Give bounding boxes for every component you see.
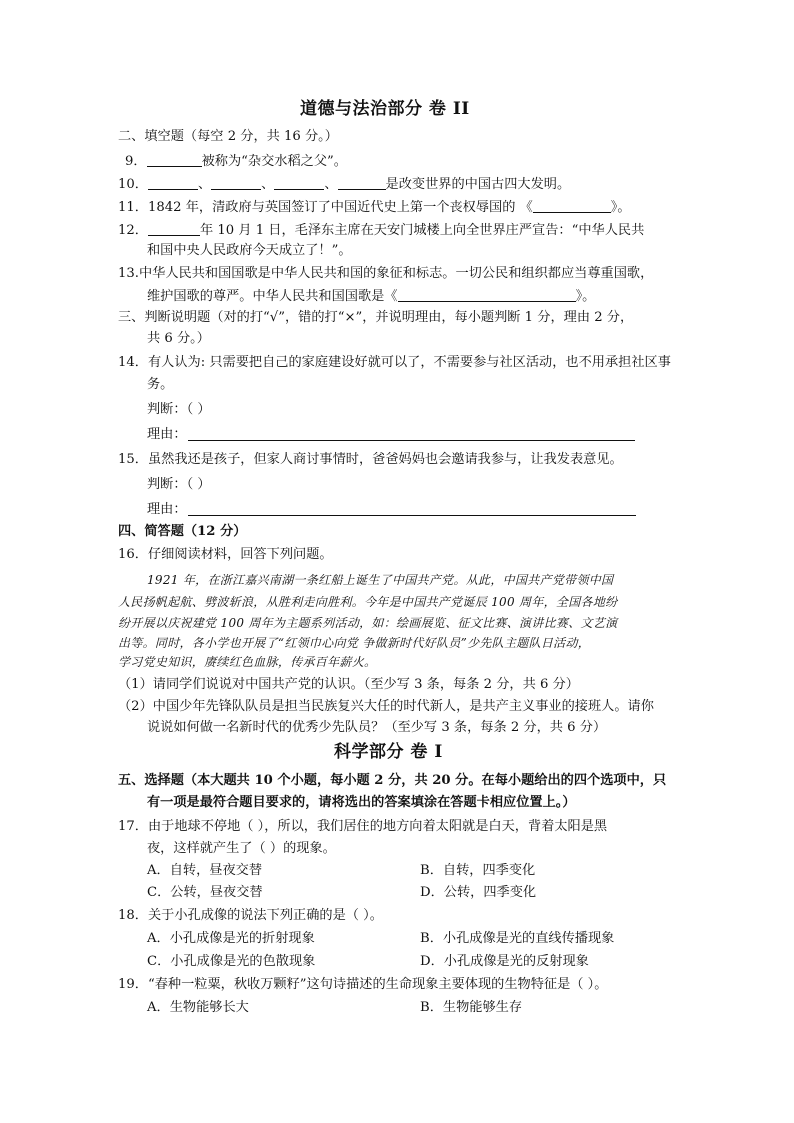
sec2-heading: 二、填空题（每空 2 分，共 16 分。） bbox=[118, 129, 338, 144]
q17-line1: 17．由于地球不停地（ ），所以，我们居住的地方向着太阳就是白天，背着太阳是黑 bbox=[118, 819, 608, 834]
sec5-heading-line2: 有一项是最符合题目要求的，请将选出的答案填涂在答题卡相应位置上。） bbox=[147, 795, 576, 810]
q17-option-b: B．自转，四季变化 bbox=[420, 863, 536, 878]
q17-option-d: D．公转，四季变化 bbox=[420, 885, 537, 900]
q12-num: 12． bbox=[118, 223, 148, 238]
q9-num: 9． bbox=[125, 154, 147, 169]
q19-option-a: A．生物能够长大 bbox=[147, 1000, 249, 1015]
q19-option-b: B．生物能够生存 bbox=[420, 1000, 523, 1015]
sec3-heading-line2: 共 6 分。） bbox=[147, 331, 210, 346]
q12-text: 年 10 月 1 日，毛泽东主席在天安门城楼上向全世界庄严宣告：“中华人民共 bbox=[199, 223, 645, 238]
sec5-heading-line1: 五、选择题（本大题共 10 个小题，每小题 2 分，共 20 分。在每小题给出的四个选项中，只 bbox=[118, 773, 667, 788]
q10-sep: 、 bbox=[324, 177, 338, 192]
q15-reason-line bbox=[188, 515, 636, 516]
q16-prompt: 16．仔细阅读材料，回答下列问题。 bbox=[118, 547, 333, 562]
q16-sub2-line2: 说说如何做一名新时代的优秀少先队员？（至少写 3 条，每条 2 分，共 6 分） bbox=[147, 720, 607, 735]
q10-sep: 、 bbox=[261, 177, 275, 192]
q18-option-a: A．小孔成像是光的折射现象 bbox=[147, 931, 315, 946]
q12-line2: 和国中央人民政府今天成立了！”。 bbox=[147, 243, 352, 258]
q10-blank-3 bbox=[274, 177, 324, 190]
q9-text: 被称为“杂交水稻之父”。 bbox=[201, 154, 347, 169]
q14-reason: 理由： bbox=[147, 427, 187, 442]
q14-line1: 14．有人认为: 只需要把自己的家庭建设好就可以了，不需要参与社区活动，也不用承担社区事 bbox=[118, 355, 671, 370]
q13-text: 维护国歌的尊严。中华人民共和国国歌是《 bbox=[147, 289, 398, 304]
material-line-2: 人民扬帆起航、劈波斩浪，从胜利走向胜利。今年是中国共产党诞辰 100 周年，全国各地纷 bbox=[118, 595, 618, 609]
q14-reason-line bbox=[188, 440, 635, 441]
q14-judge: 判断：（ ） bbox=[147, 402, 211, 417]
q13-line2 bbox=[147, 289, 595, 303]
q19-text: 19．“春种一粒粟，秋收万颗籽”这句诗描述的生命现象主要体现的生物特征是（ ）。 bbox=[118, 977, 608, 992]
part1-title: 道德与法治部分 卷 II bbox=[300, 99, 470, 119]
q10-text: 是改变世界的中国古四大发明。 bbox=[385, 177, 571, 192]
q17-option-c: C．公转，昼夜交替 bbox=[147, 885, 263, 900]
q13-end: 》。 bbox=[575, 289, 596, 304]
q18-text: 18．关于小孔成像的说法下列正确的是（ ）。 bbox=[118, 908, 383, 923]
sec4-heading: 四、简答题（12 分） bbox=[118, 524, 247, 539]
q12-line1 bbox=[118, 223, 644, 237]
q9-line bbox=[125, 154, 347, 168]
material-line-5: 学习党史知识，赓续红色血脉，传承百年薪火。 bbox=[118, 655, 377, 669]
material-line-1: 1921 年，在浙江嘉兴南湖一条红船上诞生了中国共产党。从此，中国共产党带领中国 bbox=[147, 573, 614, 587]
q10-num: 10． bbox=[118, 177, 148, 192]
q18-option-c: C．小孔成像是光的色散现象 bbox=[147, 954, 316, 969]
q17-option-a: A．自转，昼夜交替 bbox=[147, 863, 263, 878]
q14-line2: 务。 bbox=[147, 377, 174, 392]
q15-judge: 判断：（ ） bbox=[147, 477, 211, 492]
q17-line2: 夜，这样就产生了（ ）的现象。 bbox=[147, 841, 336, 856]
material-line-4: 出等。同时，各小学也开展了“红领巾心向党 争做新时代好队员”少先队主题队日活动， bbox=[118, 636, 591, 650]
q13-blank bbox=[398, 289, 576, 302]
q11-text: 11．1842 年，清政府与英国签订了中国近代史上第一个丧权辱国的 《 bbox=[118, 200, 533, 215]
q18-option-d: D．小孔成像是光的反射现象 bbox=[420, 954, 589, 969]
q11-line bbox=[118, 200, 631, 214]
q12-blank bbox=[148, 223, 200, 236]
q18-option-b: B．小孔成像是光的直线传播现象 bbox=[420, 931, 615, 946]
q11-blank bbox=[533, 200, 611, 213]
q16-sub2-line1: （2）中国少年先锋队队员是担当民族复兴大任的时代新人，是共产主义事业的接班人。请你 bbox=[118, 699, 654, 714]
q13-line1: 13.中华人民共和国国歌是中华人民共和国的象征和标志。一切公民和组织都应当尊重国歌， bbox=[118, 266, 654, 281]
part2-title: 科学部分 卷 I bbox=[334, 742, 443, 762]
q10-sep: 、 bbox=[197, 177, 212, 192]
q15-reason: 理由： bbox=[147, 502, 187, 517]
q10-blank-1 bbox=[148, 177, 198, 190]
q10-blank-4 bbox=[338, 177, 386, 190]
q10-line bbox=[118, 177, 570, 191]
q10-blank-2 bbox=[211, 177, 261, 190]
q9-blank bbox=[147, 154, 202, 167]
q11-end: 》。 bbox=[610, 200, 631, 215]
q15-line1: 15．虽然我还是孩子，但家人商讨事情时，爸爸妈妈也会邀请我参与，让我发表意见。 bbox=[118, 452, 623, 467]
q16-sub1: （1）请同学们说说对中国共产党的认识。（至少写 3 条，每条 2 分，共 6 分） bbox=[118, 677, 579, 692]
material-line-3: 纷开展以庆祝建党 100 周年为主题系列活动，如：绘画展览、征文比赛、演讲比赛、文艺演 bbox=[118, 616, 618, 630]
sec3-heading-line1: 三、判断说明题（对的打“√”，错的打“×”，并说明理由，每小题判断 1 分，理由 2 分， bbox=[118, 310, 634, 325]
